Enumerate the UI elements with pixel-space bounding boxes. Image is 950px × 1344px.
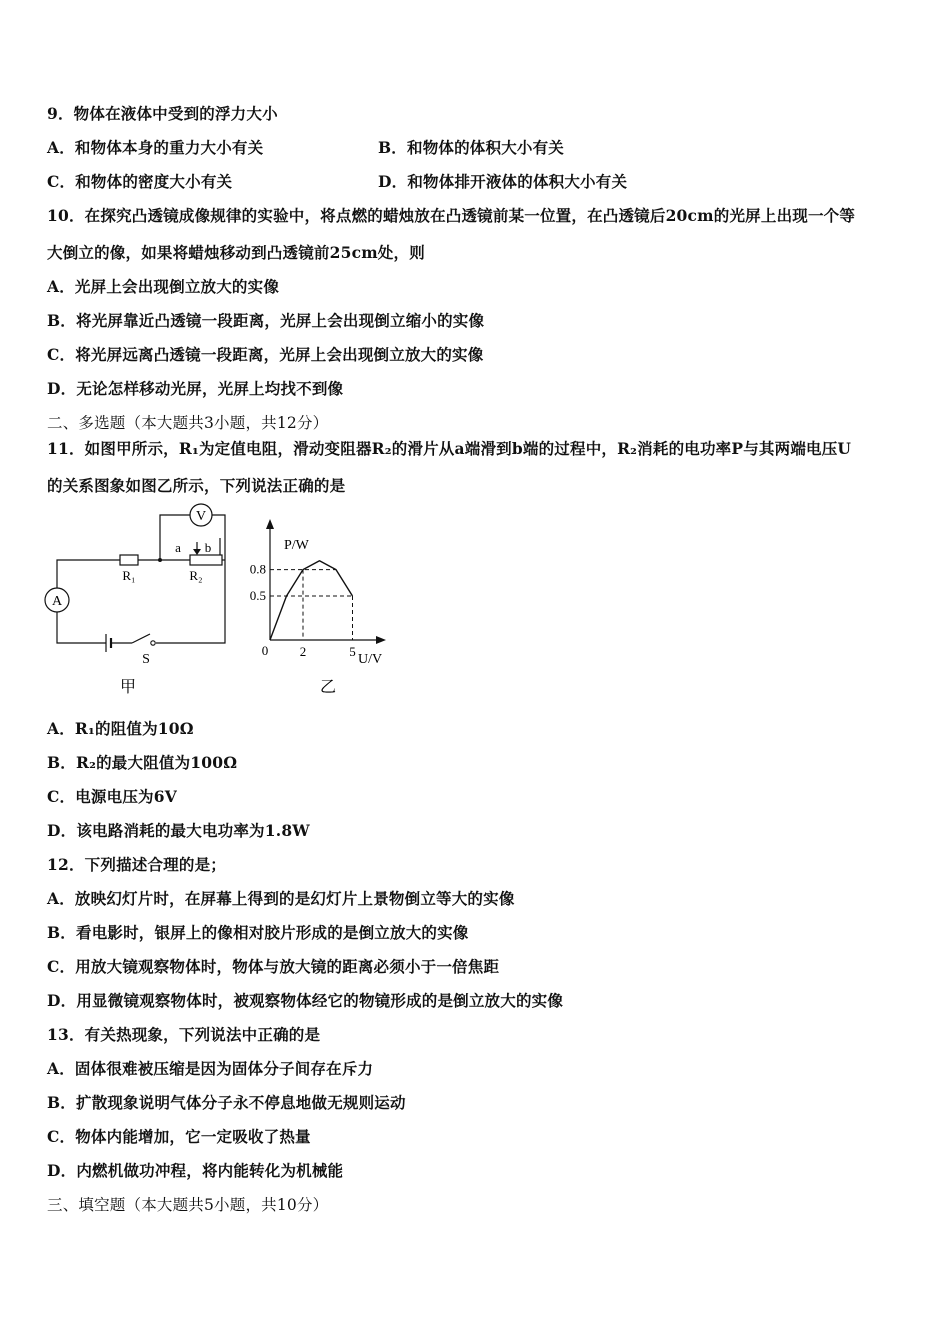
q9-option-b: B．和物体的体积大小有关	[378, 138, 565, 157]
q10-option-b: B．将光屏靠近凸透镜一段距离，光屏上会出现倒立缩小的实像	[47, 311, 485, 330]
power-voltage-graph	[240, 515, 410, 705]
q9-stem: 9．物体在液体中受到的浮力大小	[47, 104, 278, 123]
x-axis-arrow	[376, 636, 386, 644]
q11-stem-line1: 11．如图甲所示，R₁为定值电阻，滑动变阻器R₂的滑片从a端滑到b端的过程中，R₂消耗的电功率P与其两端电压U	[47, 439, 852, 458]
voltmeter-label: V	[195, 509, 207, 524]
circuit-wire-top	[57, 560, 120, 588]
x-tick-label: 5	[349, 644, 356, 659]
q11-option-a: A．R₁的阻值为10Ω	[47, 719, 194, 738]
ammeter-label: A	[51, 594, 63, 609]
q10-stem-line1: 10．在探究凸透镜成像规律的实验中，将点燃的蜡烛放在凸透镜前某一位置，在凸透镜后20cm的光屏上出现一个等	[47, 206, 856, 225]
q11-option-d: D．该电路消耗的最大电功率为1.8W	[47, 821, 310, 840]
y-axis-arrow	[266, 519, 274, 529]
slider-arrowhead	[193, 549, 201, 555]
q12-option-b: B．看电影时，银屏上的像相对胶片形成的是倒立放大的实像	[47, 923, 469, 942]
q13-option-d: D．内燃机做功冲程，将内能转化为机械能	[47, 1161, 344, 1180]
x-tick-label: 2	[299, 644, 307, 659]
series-curve	[270, 561, 353, 640]
origin-label: 0	[261, 643, 269, 658]
q12-option-d: D．用显微镜观察物体时，被观察物体经它的物镜形成的是倒立放大的实像	[47, 991, 564, 1010]
y-tick-label: 0.8	[249, 561, 266, 577]
r1-label: R₁	[122, 568, 136, 583]
section-3-heading: 三、填空题（本大题共5小题，共10分）	[47, 1196, 329, 1214]
q13-option-b: B．扩散现象说明气体分子永不停息地做无规则运动	[47, 1093, 406, 1112]
end-a-label: a	[175, 540, 181, 555]
q10-option-d: D．无论怎样移动光屏，光屏上均找不到像	[47, 379, 344, 398]
resistor-r1	[120, 555, 138, 565]
x-axis-label: U/V	[358, 652, 383, 667]
resistor-r2	[190, 555, 222, 565]
y-tick-label: 0.5	[249, 588, 266, 603]
end-b-label: b	[204, 540, 212, 555]
section-2-heading: 二、多选题（本大题共3小题，共12分）	[47, 414, 329, 432]
q11-option-b: B．R₂的最大阻值为100Ω	[47, 753, 238, 772]
q11-option-c: C．电源电压为6V	[47, 787, 177, 806]
junction-dot	[158, 558, 162, 562]
q12-option-a: A．放映幻灯片时，在屏幕上得到的是幻灯片上景物倒立等大的实像	[47, 889, 515, 908]
q13-option-a: A．固体很难被压缩是因为固体分子间存在斥力	[47, 1059, 374, 1078]
q11-stem-line2: 的关系图象如图乙所示，下列说法正确的是	[47, 476, 346, 495]
switch-blade	[132, 634, 150, 643]
switch-label: S	[142, 652, 150, 667]
circuit-diagram	[40, 500, 240, 705]
q10-option-c: C．将光屏远离凸透镜一段距离，光屏上会出现倒立放大的实像	[47, 345, 484, 364]
r2-label: R₂	[189, 568, 203, 583]
q9-option-a: A．和物体本身的重力大小有关	[47, 138, 264, 157]
switch-contact	[151, 641, 155, 645]
q13-option-c: C．物体内能增加，它一定吸收了热量	[47, 1127, 311, 1146]
circuit-wire-left	[57, 612, 106, 643]
q12-option-c: C．用放大镜观察物体时，物体与放大镜的距离必须小于一倍焦距	[47, 957, 500, 976]
q12-stem: 12．下列描述合理的是；	[47, 855, 226, 874]
q10-stem-line2: 大倒立的像，如果将蜡烛移动到凸透镜前25cm处，则	[47, 243, 425, 262]
q9-option-d: D．和物体排开液体的体积大小有关	[378, 172, 628, 191]
chart-caption: 乙	[319, 679, 337, 696]
q10-option-a: A．光屏上会出现倒立放大的实像	[47, 277, 280, 296]
q9-option-c: C．和物体的密度大小有关	[47, 172, 233, 191]
circuit-caption: 甲	[119, 679, 137, 696]
q13-stem: 13．有关热现象，下列说法中正确的是	[47, 1025, 321, 1044]
y-axis-label: P/W	[284, 538, 309, 553]
